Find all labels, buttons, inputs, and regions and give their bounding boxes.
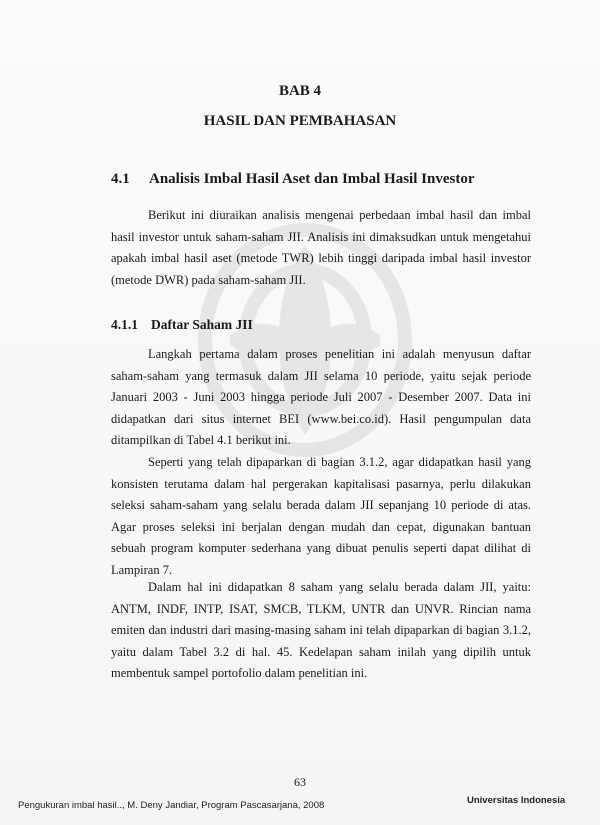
section-title: Analisis Imbal Hasil Aset dan Imbal Hasil Investor (149, 171, 475, 187)
section-heading (111, 171, 474, 188)
subsection-heading (111, 317, 253, 333)
subsection-paragraph-3: Dalam hal ini didapatkan 8 saham yang selalu berada dalam JII, yaitu: ANTM, INDF, INTP, ISAT, SMCB, TLKM, UNTR dan UNVR. Rincian nama emiten dan industri dari masing-masing saham ini telah dipaparkan di bagian 3.1.2, yaitu dalam Tabel 3.2 di hal. 45. Kedelapan saham inilah yang dipilih untuk membentuk sampel portofolio dalam penelitian ini. (111, 580, 531, 681)
chapter-number: BAB 4 (278, 83, 322, 99)
chapter-title: HASIL DAN PEMBAHASAN (203, 113, 397, 129)
subsection-paragraph-2: Seperti yang telah dipaparkan di bagian 3.1.2, agar didapatkan hasil yang konsisten terutama dalam hal pergerakan kapitalisasi pasarnya, perlu dilakukan seleksi saham-saham yang selalu berada dalam JII sepanjang 10 periode di atas. Agar proses seleksi ini berjalan dengan mudah dan cepat, digunakan bantuan sebuah program komputer sederhana yang dibuat penulis seperti dapat dilihat di Lampiran 7. (111, 455, 531, 577)
subsection-number: 4.1.1 (111, 317, 138, 332)
footer-institution: Universitas Indonesia (467, 795, 566, 806)
footer-citation: Pengukuran imbal hasil.., M. Deny Jandiar, Program Pascasarjana, 2008 (18, 800, 325, 811)
section-paragraph: Berikut ini diuraikan analisis mengenai perbedaan imbal hasil dan imbal hasil investor untuk saham-saham JII. Analisis ini dimaksudkan untuk mengetahui apakah imbal hasil aset (metode TWR) lebih tinggi daripada imbal hasil investor (metode DWR) pada saham-saham JII. (111, 208, 531, 287)
subsection-title: Daftar Saham JII (151, 317, 253, 332)
page-number: 63 (294, 775, 306, 789)
section-number: 4.1 (111, 171, 130, 187)
subsection-paragraph-1: Langkah pertama dalam proses penelitian ini adalah menyusun daftar saham-saham yang termasuk dalam JII selama 10 periode, yaitu sejak periode Januari 2003 - Juni 2003 hingga periode Juli 2007 - Desember 2007. Data ini didapatkan dari situs internet BEI (www.bei.co.id). Hasil pengumpulan data ditampilkan di Tabel 4.1 berikut ini. (111, 347, 531, 448)
